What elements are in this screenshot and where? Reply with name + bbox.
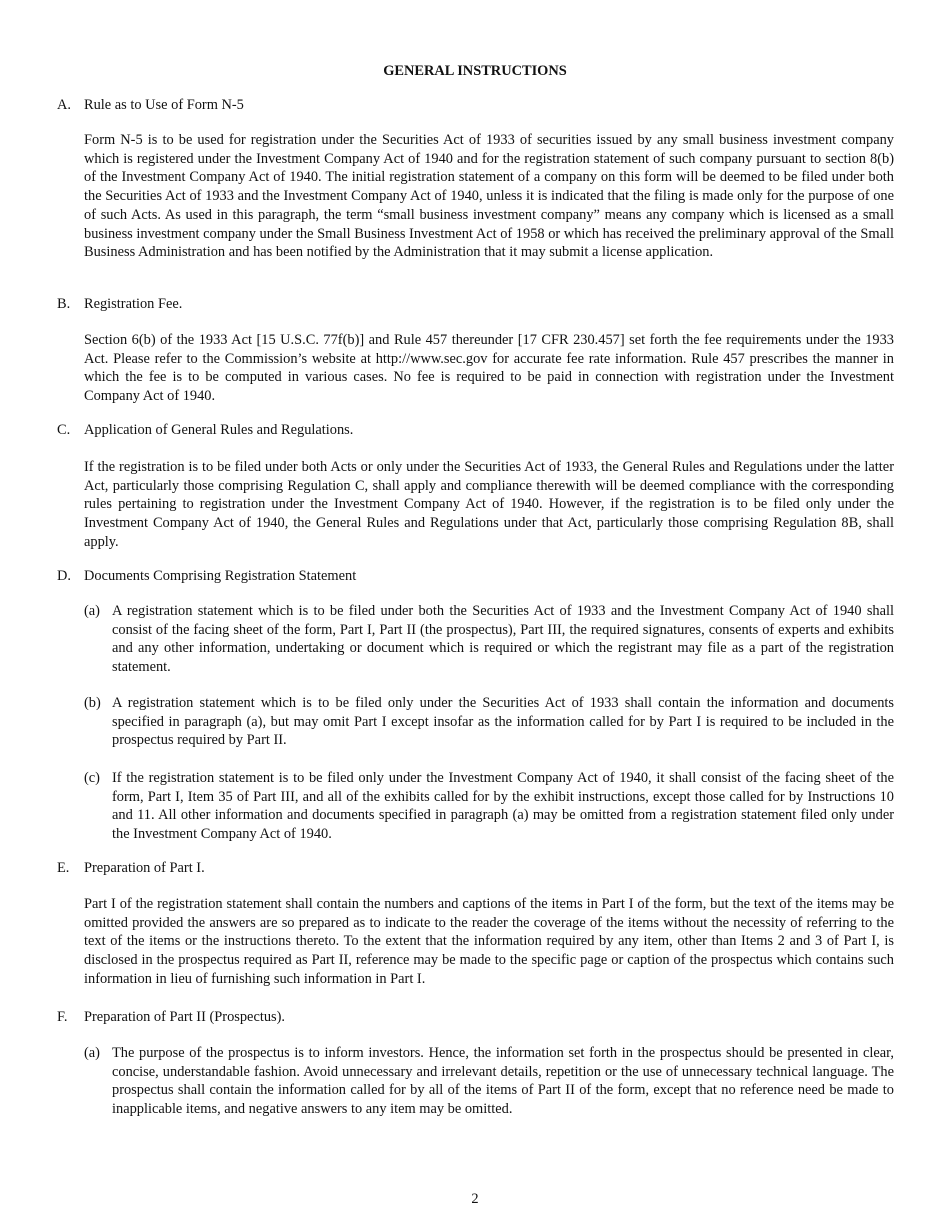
section-e-paragraph: Part I of the registration statement shall contain the numbers and captions of the items in Part I of the form, but the text of the items may be omitted provided the answers are so prepared as to indicate to the reader the coverage of the items without the necessity of referring to the text of the items or the instructions thereto. To the extent that the information required by any item, other than Items 2 and 3 of Part I, is disclosed in the prospectus required as Part II, reference may be made to the specific page or caption of the prospectus which contains such information in lieu of furnishing such information in Part I. xyxy=(84,896,894,987)
section-title: Preparation of Part I. xyxy=(84,860,205,876)
section-title: Rule as to Use of Form N-5 xyxy=(84,97,244,113)
section-a-heading xyxy=(57,96,895,115)
item-text: If the registration statement is to be filed only under the Investment Company Act of 1940, it shall consist of the facing sheet of the form, Part I, Item 35 of Part III, and all of the exhibits called for by the exhibit instructions, except those called for by Instructions 10 and 11. All other information and documents specified in paragraph (a) may be omitted from a registration statement filed only under the Investment Company Act of 1940. xyxy=(112,770,894,843)
section-f-heading xyxy=(57,1008,895,1027)
item-text: A registration statement which is to be filed under both the Securities Act of 1933 and the Investment Company Act of 1940 shall consist of the facing sheet of the form, Part I, Part II (the prospectus), Part III, the required signatures, consents of experts and exhibits and any other information, undertaking or document which is required or which the registrant may file as a part of the registration statement. xyxy=(112,603,894,676)
section-title: Documents Comprising Registration Statement xyxy=(84,568,357,584)
section-letter: F. xyxy=(57,1009,68,1025)
page-title: GENERAL INSTRUCTIONS xyxy=(383,63,567,79)
item-label: (c) xyxy=(84,770,100,786)
item-label: (a) xyxy=(84,1045,100,1061)
section-c-heading xyxy=(57,421,895,440)
item-text: A registration statement which is to be filed only under the Securities Act of 1933 shall contain the information and documents specified in paragraph (a), but may omit Part I except insofar as the information called for by Part I is required to be included in the prospectus required by Part II. xyxy=(112,695,894,749)
section-letter: D. xyxy=(57,568,71,584)
section-title: Registration Fee. xyxy=(84,296,183,312)
section-e-heading xyxy=(57,859,895,878)
item-label: (b) xyxy=(84,695,101,711)
section-letter: A. xyxy=(57,97,71,113)
section-b-paragraph: Section 6(b) of the 1933 Act [15 U.S.C. 77f(b)] and Rule 457 thereunder [17 CFR 230.457] set forth the fee requirements under the 1933 Act. Please refer to the Commission’s website at http://www.sec.gov for accurate fee rate information. Rule 457 prescribes the manner in which the fee is to be computed in various cases. No fee is required to be paid in connection with registration under the Investment Company Act of 1940. xyxy=(84,332,894,405)
item-label: (a) xyxy=(84,603,100,619)
item-text: The purpose of the prospectus is to inform investors. Hence, the information set forth in the prospectus should be presented in clear, concise, understandable fashion. Avoid unnecessary and irrelevant details, repetition or the use of unnecessary technical language. The prospectus shall contain the information called for by all of the items of Part II of the form, except that no reference need be made to inapplicable items, and negative answers to any item may be omitted. xyxy=(112,1045,894,1118)
section-title: Preparation of Part II (Prospectus). xyxy=(84,1009,286,1025)
section-letter: B. xyxy=(57,296,71,312)
section-c-paragraph: If the registration is to be filed under both Acts or only under the Securities Act of 1933, the General Rules and Regulations under the latter Act, particularly those comprising Regulation C, shall apply and compliance therewith will be deemed compliance with the corresponding rules pertaining to registration under the Investment Company Act of 1940. However, if the registration is to be filed only under the Investment Company Act of 1940, the General Rules and Regulations under that Act, particularly those comprising Regulation 8B, shall apply. xyxy=(84,459,894,550)
section-title: Application of General Rules and Regulations. xyxy=(84,422,354,438)
section-d-heading xyxy=(57,567,895,586)
section-letter: C. xyxy=(57,422,71,438)
section-a-paragraph: Form N-5 is to be used for registration under the Securities Act of 1933 of securities issued by any small business investment company which is registered under the Investment Company Act of 1940 and for the registration statement of such company pursuant to section 8(b) of the Investment Company Act of 1940. The initial registration statement of a company on this form will be deemed to be filed under both the Securities Act of 1933 and the Investment Company Act of 1940, unless it is indicated that the filing is made only for the purpose of one of such Acts. As used in this paragraph, the term “small business investment company” means any company which is licensed as a small business investment company under the Small Business Investment Act of 1958 or which has received the preliminary approval of the Small Business Administration and has been notified by the Administration that it may submit a license application. xyxy=(84,132,894,261)
page-number: 2 xyxy=(471,1191,479,1207)
section-b-heading xyxy=(57,295,895,314)
section-letter: E. xyxy=(57,860,70,876)
